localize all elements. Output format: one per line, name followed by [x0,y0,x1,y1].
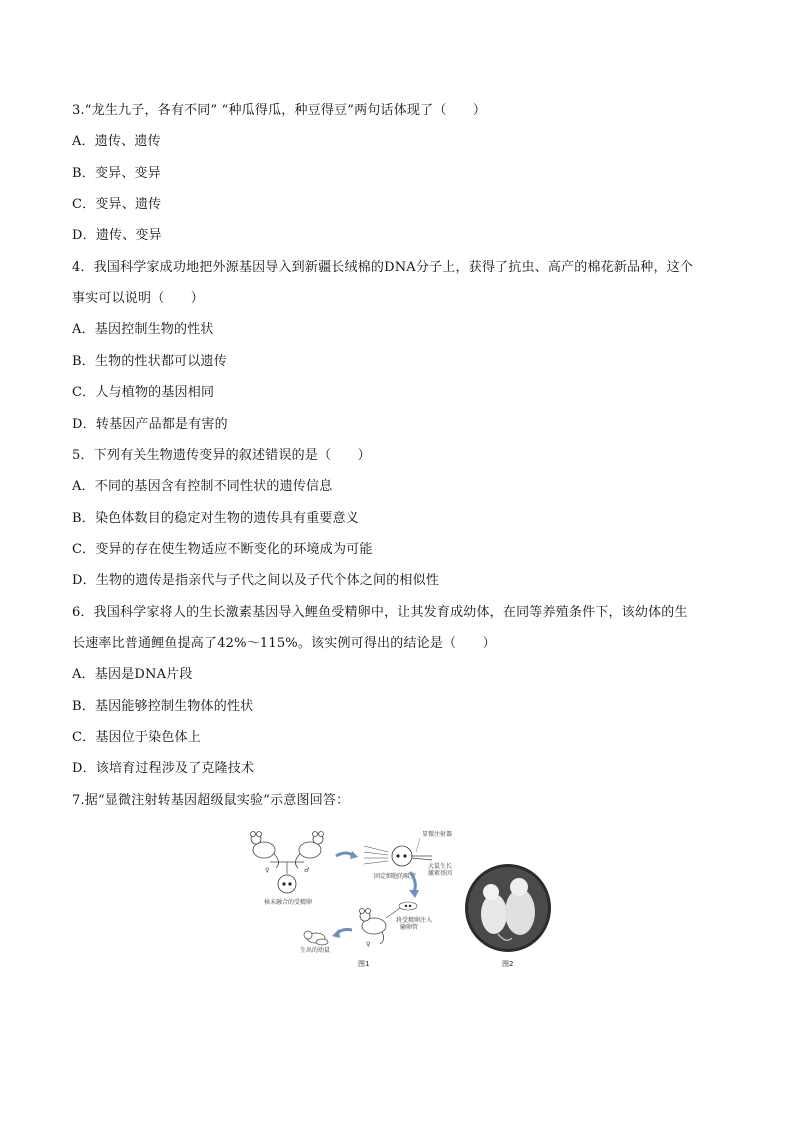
pipette-icon [364,846,388,864]
surrogate-mouse-icon [360,909,387,945]
offspring-label: 生出的幼鼠 [300,947,331,954]
injector-needle-icon [412,856,432,860]
question-6-option: C．基因位于染色体上 [72,730,201,745]
gene-label-line2: 激素基因 [428,870,453,877]
figure-2-caption: 图2 [502,960,514,968]
male-symbol: ♂ [304,867,310,874]
question-3-option: D．遗传、变异 [72,228,162,244]
question-6-stem: 长速率比普通鲤鱼提高了42%～115%。该实例可得出的结论是（ ） [72,635,496,651]
question-6-option: B．基因能够控制生物体的性状 [72,698,254,714]
question-5-option: A．不同的基因含有控制不同性状的遗传信息 [72,479,333,495]
question-4-stem: 事实可以说明（ ） [72,291,205,307]
offspring-mouse-icon [304,931,328,945]
surrogate-female-symbol: ♀ [366,941,371,948]
question-4-stem: 4．我国科学家成功地把外源基因导入到新疆长绒棉的DNA分子上，获得了抗虫、高产的棉花新品种，这个 [72,259,694,275]
female-parent-mouse-icon [251,832,279,869]
fixed-pipette-label: 固定细胞的吸管 [374,873,417,880]
fertilized-egg-icon [278,875,296,893]
question-5-option: B．染色体数目的稳定对生物的遗传具有重要意义 [72,510,359,526]
question-3-option: C．变异、遗传 [72,197,162,213]
injector-label: 显微注射器 [422,831,453,838]
question-5-option: D．生物的遗传是指亲代与子代之间以及子代个体之间的相似性 [72,573,440,589]
question-5-option: C．变异的存在使生物适应不断变化的环境成为可能 [72,541,373,557]
egg-under-injection-icon [392,846,412,866]
question-6-option: A．基因是DNA片段 [72,667,193,683]
question-7-stem: 7.据“显微注射转基因超级鼠实验”示意图回答： [72,792,350,808]
transgenic-mouse-figure [236,822,552,972]
question-4-option: A．基因控制生物的性状 [72,322,214,338]
question-6-stem: 6．我国科学家将人的生长激素基因导入鲤鱼受精卵中，让其发育成幼体，在同等养殖条件下，该幼体的生 [72,604,688,620]
question-4-option: D．转基因产品都是有害的 [72,416,228,432]
implant-egg-icon [399,902,417,910]
fertilized-egg-label: 核未融合的受精卵 [264,899,313,906]
inject-oviduct-label-line1: 将受精卵注入 [396,917,433,924]
figure-1-caption: 图1 [358,960,370,968]
photo-two-mice-icon [465,864,551,952]
question-4-option: B．生物的性状都可以遗传 [72,353,227,369]
question-4-option: C．人与植物的基因相同 [72,385,215,401]
question-3-option: B．变异、变异 [72,165,161,181]
question-3-stem: 3.“龙生九子，各有不同” “种瓜得瓜，种豆得豆”两句话体现了（ ） [72,103,487,118]
male-parent-mouse-icon [295,832,323,869]
question-3-option: A．遗传、遗传 [72,134,161,150]
gene-label-line1: 大鼠生长 [428,863,453,870]
question-5-stem: 5．下列有关生物遗传变异的叙述错误的是（ ） [72,447,371,463]
inject-oviduct-label-line2: 输卵管 [400,924,419,931]
question-6-option: D．该培育过程涉及了克隆技术 [72,761,255,777]
cross-line [270,862,304,874]
female-symbol: ♀ [265,867,270,874]
